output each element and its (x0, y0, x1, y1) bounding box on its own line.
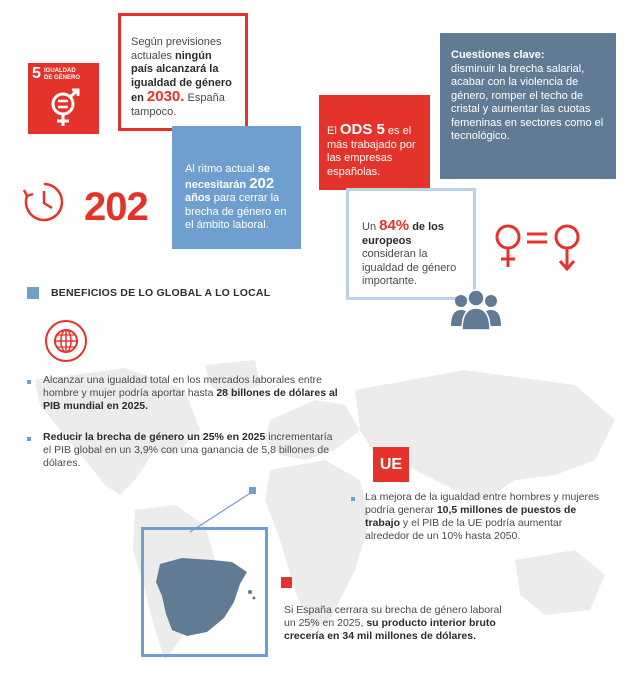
ods5-box: El ODS 5 es el más trabajado por las empresas españolas. (319, 95, 430, 190)
big-number: 202 (84, 185, 148, 229)
sdg-title: IGUALDAD DE GÉNERO (44, 68, 81, 81)
benefit-ue: La mejora de la igualdad entre hombres y mujeres podría generar 10,5 millones de puestos de trabajo y el PIB de la UE podría aumentar alrededor de un 10% hasta 2050. (365, 491, 600, 542)
spain-location-marker (249, 487, 256, 494)
gender-equality-icon (490, 222, 585, 274)
bullet-dot (27, 380, 31, 384)
gender-equality-icon (46, 88, 84, 130)
section-title: BENEFICIOS DE LO GLOBAL A LO LOCAL (51, 287, 271, 299)
spain-red-marker (281, 577, 292, 588)
globe-icon (42, 317, 90, 365)
clock-icon (22, 180, 66, 224)
benefit-global-1: Alcanzar una igualdad total en los mercados laborales entre hombre y mujer podría aportar hasta 28 billones de dólares al PIB mundial en 2025. (43, 374, 338, 412)
forecast-box: Según previsiones actuales ningún país alcanzará la igualdad de género en 2030. España tampoco. (118, 13, 248, 131)
years-box: Al ritmo actual se necesitarán 202 años para cerrar la brecha de género en el ámbito laboral. (172, 126, 301, 249)
sdg5-tile (28, 63, 99, 134)
people-icon (449, 286, 503, 330)
spain-map (152, 552, 260, 644)
bullet-dot (27, 437, 31, 441)
ue-badge: UE (373, 447, 409, 482)
benefit-spain: Si España cerrara su brecha de género laboral un 25% en 2025, su producto interior bruto crecería en 34 mil millones de dólares. (284, 604, 502, 642)
sdg-number: 5 (32, 65, 41, 82)
bullet-dot (351, 497, 355, 501)
europeans-box: Un 84% de los europeos consideran la igualdad de género importante. (346, 188, 476, 300)
key-issues-box: Cuestiones clave: disminuir la brecha salarial, acabar con la violencia de género, romper el techo de cristal y aumentar las cuotas femeninas en sectores como el tecnológico. (440, 33, 616, 179)
spain-map-frame (141, 527, 268, 657)
section-marker (27, 287, 39, 299)
benefit-global-2: Reducir la brecha de género un 25% en 2025 incrementaría el PIB global en un 3,9% con una ganancia de 5,8 billones de dólares. (43, 431, 333, 469)
